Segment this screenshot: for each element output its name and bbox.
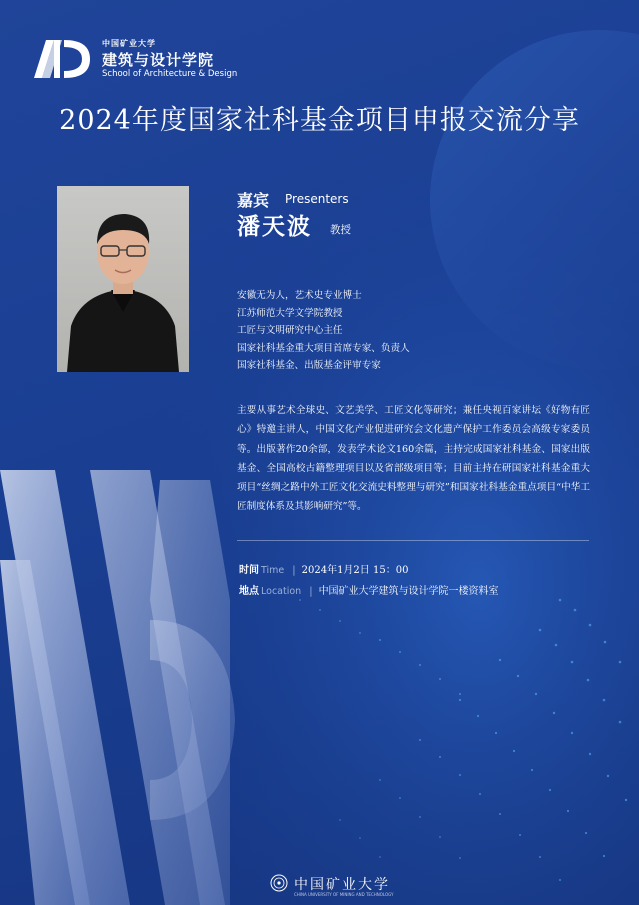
footer-university-cn: 中国矿业大学: [294, 877, 390, 893]
credential-item: 国家社科基金重大项目首席专家、负责人: [237, 342, 410, 354]
credential-item: 国家社科基金、出版基金评审专家: [237, 360, 381, 372]
presenter-name: 潘天波: [237, 213, 312, 240]
presenter-label-en: Presenters: [285, 192, 349, 206]
divider: [237, 540, 589, 541]
footer-university-logo: [270, 872, 394, 900]
university-name-small: 中国矿业大学: [102, 39, 156, 48]
credential-item: 江苏师范大学文学院教授: [237, 307, 343, 319]
time-label: 时间: [239, 565, 259, 576]
separator: |: [309, 586, 313, 597]
credential-item: 安徽无为人，艺术史专业博士: [237, 290, 362, 301]
time-label-en: Time: [261, 565, 285, 576]
presenter-bio: 主要从事艺术全球史、文艺美学、工匠文化等研究；兼任央视百家讲坛《好物有匠心》特邀主讲人，中国文化产业促进研究会文化遗产保护工作委员会高级专家委员等。出版著作20余部，发表学术论文160余篇，主持完成国家社科基金、国家出版基金、全国高校古籍整理项目以及省部级项目等；目前主持在研国家社科基金重大项目“丝绸之路中外工匠文化交流史料整理与研究”和国家社科基金重点项目“中华工匠制度体系及其影响研究”等。: [237, 405, 590, 513]
separator: |: [292, 565, 296, 576]
credential-item: 工匠与文明研究中心主任: [237, 325, 343, 337]
page-title: 2024年度国家社科基金项目申报交流分享: [59, 105, 580, 136]
university-emblem-icon: [270, 874, 288, 892]
presenter-label: 嘉宾: [237, 191, 270, 210]
location-label-en: Location: [261, 586, 302, 597]
presenter-photo: [57, 186, 189, 372]
school-name-cn: 建筑与设计学院: [102, 51, 215, 69]
event-location-row: [239, 582, 499, 597]
school-logo: [30, 38, 238, 82]
ad-logo-icon: [30, 40, 94, 78]
event-time-row: [239, 561, 408, 576]
footer-university-en: CHINA UNIVERSITY OF MINING AND TECHNOLOGY: [294, 892, 394, 897]
time-value: 2024年1月2日 15：00: [301, 565, 409, 576]
location-label: 地点: [239, 586, 259, 597]
location-value: 中国矿业大学建筑与设计学院一楼资料室: [318, 586, 499, 597]
school-name-en: School of Architecture & Design: [102, 69, 238, 79]
presenter-title: 教授: [330, 224, 351, 236]
credentials-list: [237, 287, 410, 375]
